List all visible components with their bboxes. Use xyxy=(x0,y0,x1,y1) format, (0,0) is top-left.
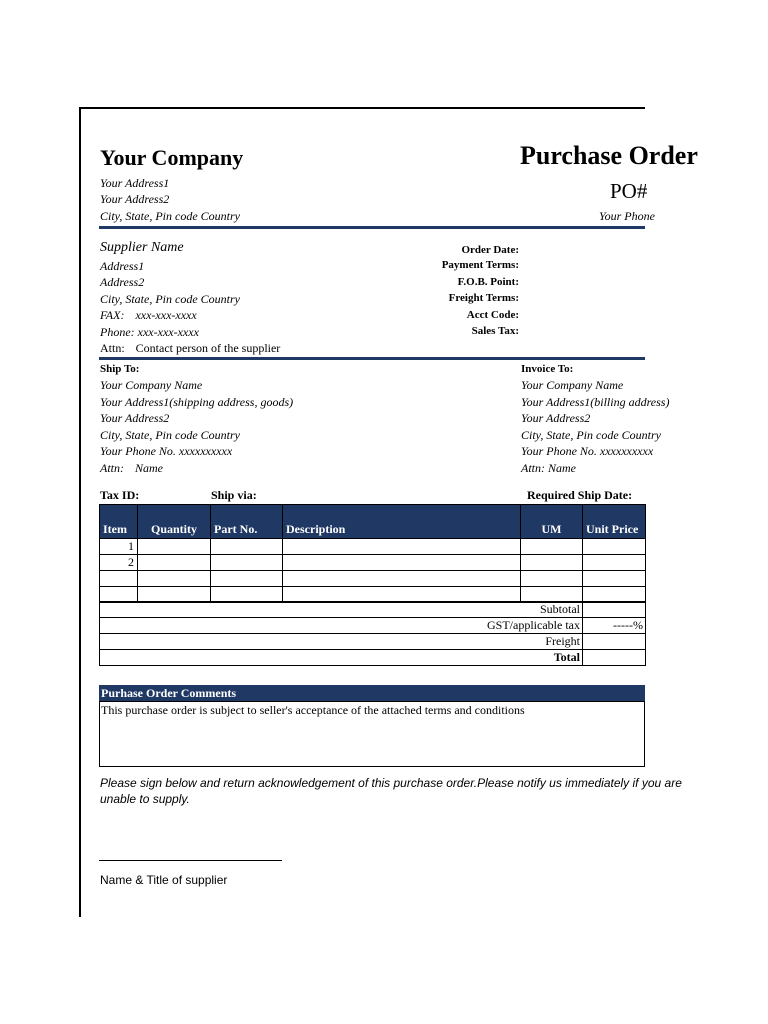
gst-value[interactable]: -----% xyxy=(583,618,646,634)
ship-to-line-5: Your Phone No. xxxxxxxxxx xyxy=(100,444,233,458)
cell-item[interactable]: 2 xyxy=(100,555,138,571)
col-header-part-no: Part No. xyxy=(211,505,283,539)
subtotal-value[interactable] xyxy=(583,602,646,618)
items-table xyxy=(99,504,646,603)
cell-unit-price[interactable] xyxy=(583,555,646,571)
supplier-phone-value: xxx-xxx-xxxx xyxy=(137,325,199,339)
supplier-fax-label: FAX: xyxy=(100,308,125,322)
totals-table xyxy=(99,601,646,666)
total-label: Total xyxy=(100,650,583,666)
items-header-row xyxy=(100,505,646,539)
table-row xyxy=(100,571,646,587)
ship-to-line-4: City, State, Pin code Country xyxy=(100,428,240,442)
ship-to-heading: Ship To: xyxy=(100,363,140,375)
subtotal-row xyxy=(100,602,646,618)
cell-unit-price[interactable] xyxy=(583,571,646,587)
invoice-to-heading: Invoice To: xyxy=(521,363,574,375)
signature-caption: Name & Title of supplier xyxy=(100,873,228,887)
col-header-um: UM xyxy=(521,505,583,539)
cell-item[interactable]: 1 xyxy=(100,539,138,555)
col-header-quantity: Quantity xyxy=(138,505,211,539)
comments-heading: Purhase Order Comments xyxy=(99,685,645,701)
cell-description[interactable] xyxy=(283,539,521,555)
table-row xyxy=(100,539,646,555)
cell-part-no[interactable] xyxy=(211,571,283,587)
footer-note-line1: Please sign below and return acknowledgement of this purchase order.Please notify us immediately if you are xyxy=(100,776,682,790)
freight-row xyxy=(100,634,646,650)
invoice-to-attn: Attn: Name xyxy=(521,461,576,475)
supplier-city: City, State, Pin code Country xyxy=(100,292,240,306)
invoice-to-line-5: Your Phone No. xxxxxxxxxx xyxy=(521,444,654,458)
cell-um[interactable] xyxy=(521,539,583,555)
col-header-item: Item xyxy=(100,505,138,539)
freight-label: Freight xyxy=(100,634,583,650)
order-date-label: Order Date: xyxy=(461,244,519,256)
cell-um[interactable] xyxy=(521,571,583,587)
po-number-label: PO# xyxy=(610,179,648,203)
table-row xyxy=(100,555,646,571)
invoice-to-line-4: City, State, Pin code Country xyxy=(521,428,661,442)
signature-line xyxy=(99,860,282,861)
po-phone-label: Your Phone xyxy=(599,209,655,223)
total-row xyxy=(100,650,646,666)
col-header-description: Description xyxy=(283,505,521,539)
company-address2: Your Address2 xyxy=(100,192,170,206)
supplier-divider xyxy=(99,357,645,360)
gst-row xyxy=(100,618,646,634)
invoice-to-line-1: Your Company Name xyxy=(521,378,624,392)
supplier-attn xyxy=(100,341,284,357)
comments-text: This purchase order is subject to seller's acceptance of the attached terms and conditions xyxy=(101,703,525,717)
po-phone-clip xyxy=(599,209,655,225)
payment-terms-label: Payment Terms: xyxy=(441,259,519,271)
cell-item[interactable] xyxy=(100,571,138,587)
gst-label: GST/applicable tax xyxy=(100,618,583,634)
freight-terms-label: Freight Terms: xyxy=(448,292,519,304)
supplier-attn-label: Attn: xyxy=(100,341,125,355)
po-number-clip xyxy=(610,179,648,207)
comments-box[interactable] xyxy=(99,701,645,767)
subtotal-label: Subtotal xyxy=(100,602,583,618)
supplier-phone-label: Phone: xyxy=(100,325,135,339)
col-header-unit-price: Unit Price xyxy=(583,505,646,539)
supplier-fax-value: xxx-xxx-xxxx xyxy=(135,308,197,322)
cell-um[interactable] xyxy=(521,555,583,571)
ship-to-attn-value: Name xyxy=(135,461,163,475)
invoice-to-line-2: Your Address1(billing address) xyxy=(521,395,670,409)
supplier-attn-value: Contact person of the supplier xyxy=(135,341,281,355)
company-city: City, State, Pin code Country xyxy=(100,209,240,223)
cell-unit-price[interactable] xyxy=(583,539,646,555)
po-title: Purchase Order xyxy=(520,141,698,170)
ship-to-attn xyxy=(100,461,163,476)
ship-to-line-1: Your Company Name xyxy=(100,378,203,392)
cell-quantity[interactable] xyxy=(138,571,211,587)
acct-code-label: Acct Code: xyxy=(466,309,519,321)
ship-to-line-3: Your Address2 xyxy=(100,411,170,425)
company-name: Your Company xyxy=(100,145,244,170)
supplier-address2: Address2 xyxy=(100,275,145,289)
supplier-phone xyxy=(100,325,199,340)
cell-description[interactable] xyxy=(283,555,521,571)
supplier-name: Supplier Name xyxy=(100,240,184,255)
company-address1: Your Address1 xyxy=(100,176,170,190)
page-left-border xyxy=(79,107,81,917)
cell-part-no[interactable] xyxy=(211,555,283,571)
tax-id-label: Tax ID: xyxy=(100,488,140,502)
cell-quantity[interactable] xyxy=(138,539,211,555)
header-divider xyxy=(99,226,645,229)
total-value[interactable] xyxy=(583,650,646,666)
invoice-to-line-3: Your Address2 xyxy=(521,411,591,425)
ship-to-line-2: Your Address1(shipping address, goods) xyxy=(100,395,294,409)
cell-part-no[interactable] xyxy=(211,539,283,555)
po-title-clip xyxy=(520,141,698,177)
cell-quantity[interactable] xyxy=(138,555,211,571)
page-top-border xyxy=(79,107,645,109)
ship-to-attn-label: Attn: xyxy=(100,461,124,475)
footer-note-line2: unable to supply. xyxy=(100,792,190,806)
cell-description[interactable] xyxy=(283,571,521,587)
supplier-fax xyxy=(100,308,197,323)
required-ship-date-label: Required Ship Date: xyxy=(527,488,633,502)
fob-point-label: F.O.B. Point: xyxy=(457,276,519,288)
ship-via-label: Ship via: xyxy=(211,488,257,502)
supplier-address1: Address1 xyxy=(100,259,145,273)
sales-tax-label: Sales Tax: xyxy=(471,325,519,337)
freight-value[interactable] xyxy=(583,634,646,650)
